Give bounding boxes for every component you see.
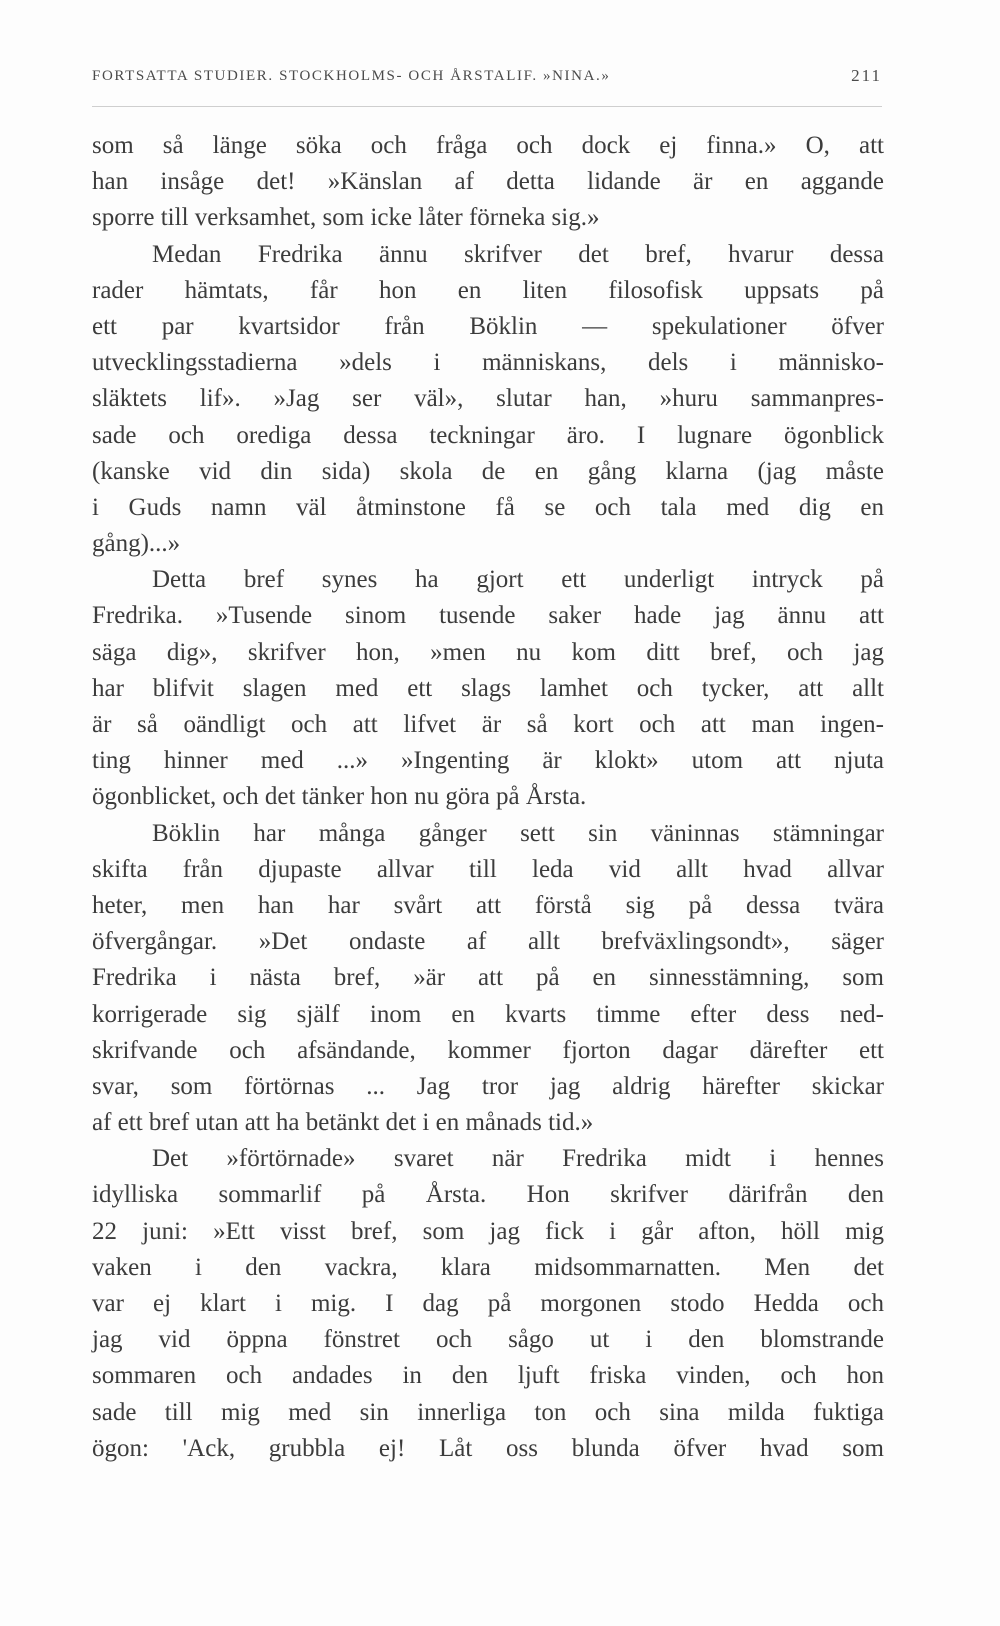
text-line: svar, som förtörnas ... Jag tror jag aldrig härefter skickar	[92, 1072, 884, 1100]
text-line: (kanske vid din sida) skola de en gång klarna (jag måste	[92, 457, 884, 485]
text-line: jag vid öppna fönstret och sågo ut i den blomstrande	[92, 1326, 884, 1354]
text-line: ting hinner med ...» »Ingenting är klokt» utom att njuta	[92, 747, 884, 775]
text-line: utvecklingsstadierna »dels i människans, dels i människo-	[92, 349, 884, 377]
text-line: som så länge söka och fråga och dock ej finna.» O, att	[92, 132, 884, 159]
paragraph-start-line: Böklin har många gånger sett sin väninnas stämningar	[152, 819, 884, 847]
text-line: har blifvit slagen med ett slags lamhet och tycker, att allt	[92, 674, 884, 702]
text-line: ett par kvartsidor från Böklin — spekulationer öfver	[92, 312, 884, 340]
paragraph-start-line: Medan Fredrika ännu skrifver det bref, hvarur dessa	[152, 240, 884, 268]
text-line: sade och orediga dessa teckningar äro. I lugnare ögonblick	[92, 421, 884, 449]
paragraph-start-line: Det »förtörnade» svaret när Fredrika midt i hennes	[152, 1145, 884, 1173]
text-line: han insåge det! »Känslan af detta lidande är en aggande	[92, 168, 884, 196]
text-line: skrifvande och afsändande, kommer fjorton dagar därefter ett	[92, 1036, 884, 1064]
text-line: i Guds namn väl åtminstone få se och tala med dig en	[92, 493, 884, 521]
text-line: idylliska sommarlif på Årsta. Hon skrifver därifrån den	[92, 1181, 884, 1209]
text-line: korrigerade sig själf inom en kvarts timme efter dess ned-	[92, 1000, 884, 1028]
text-line: Fredrika. »Tusende sinom tusende saker hade jag ännu att	[92, 602, 884, 630]
text-line: säga dig», skrifver hon, »men nu kom ditt bref, och jag	[92, 638, 884, 666]
body-text	[92, 128, 884, 1467]
text-line: heter, men han har svårt att förstå sig på dessa tvära	[92, 891, 884, 919]
running-title: FORTSATTA STUDIER. STOCKHOLMS- OCH ÅRSTALIF. »NINA.»	[92, 68, 611, 84]
text-line: är så oändligt och att lifvet är så kort och att man ingen-	[92, 711, 884, 738]
text-line: skifta från djupaste allvar till leda vid allt hvad allvar	[92, 855, 884, 883]
text-line: sade till mig med sin innerliga ton och sina milda fuktiga	[92, 1398, 884, 1426]
text-line: af ett bref utan att ha betänkt det i en månads tid.»	[92, 1109, 594, 1137]
text-line: var ej klart i mig. I dag på morgonen stodo Hedda och	[92, 1290, 884, 1317]
text-line: gång)...»	[92, 530, 181, 558]
paragraph-start-line: Detta bref synes ha gjort ett underligt intryck på	[152, 566, 884, 594]
text-line: sommaren och andades in den ljuft friska vinden, och hon	[92, 1362, 884, 1390]
text-line: ögonblicket, och det tänker hon nu göra på Årsta.	[92, 783, 587, 811]
running-head	[92, 66, 882, 96]
text-line: rader hämtats, får hon en liten filosofisk uppsats på	[92, 276, 884, 304]
text-line: 22 juni: »Ett visst bref, som jag fick i går afton, höll mig	[92, 1217, 884, 1245]
text-line: släktets lif». »Jag ser väl», slutar han, »huru sammanpres-	[92, 385, 884, 413]
text-line: ögon: 'Ack, grubbla ej! Låt oss blunda öfver hvad som	[92, 1434, 884, 1462]
text-line: sporre till verksamhet, som icke låter förneka sig.»	[92, 204, 600, 232]
text-line: öfvergångar. »Det ondaste af allt brefväxlingsondt», säger	[92, 928, 884, 956]
header-rule	[92, 106, 882, 107]
page-number: 211	[851, 66, 882, 85]
text-line: Fredrika i nästa bref, »är att på en sinnesstämning, som	[92, 964, 884, 992]
text-line: vaken i den vackra, klara midsommarnatten. Men det	[92, 1253, 884, 1281]
